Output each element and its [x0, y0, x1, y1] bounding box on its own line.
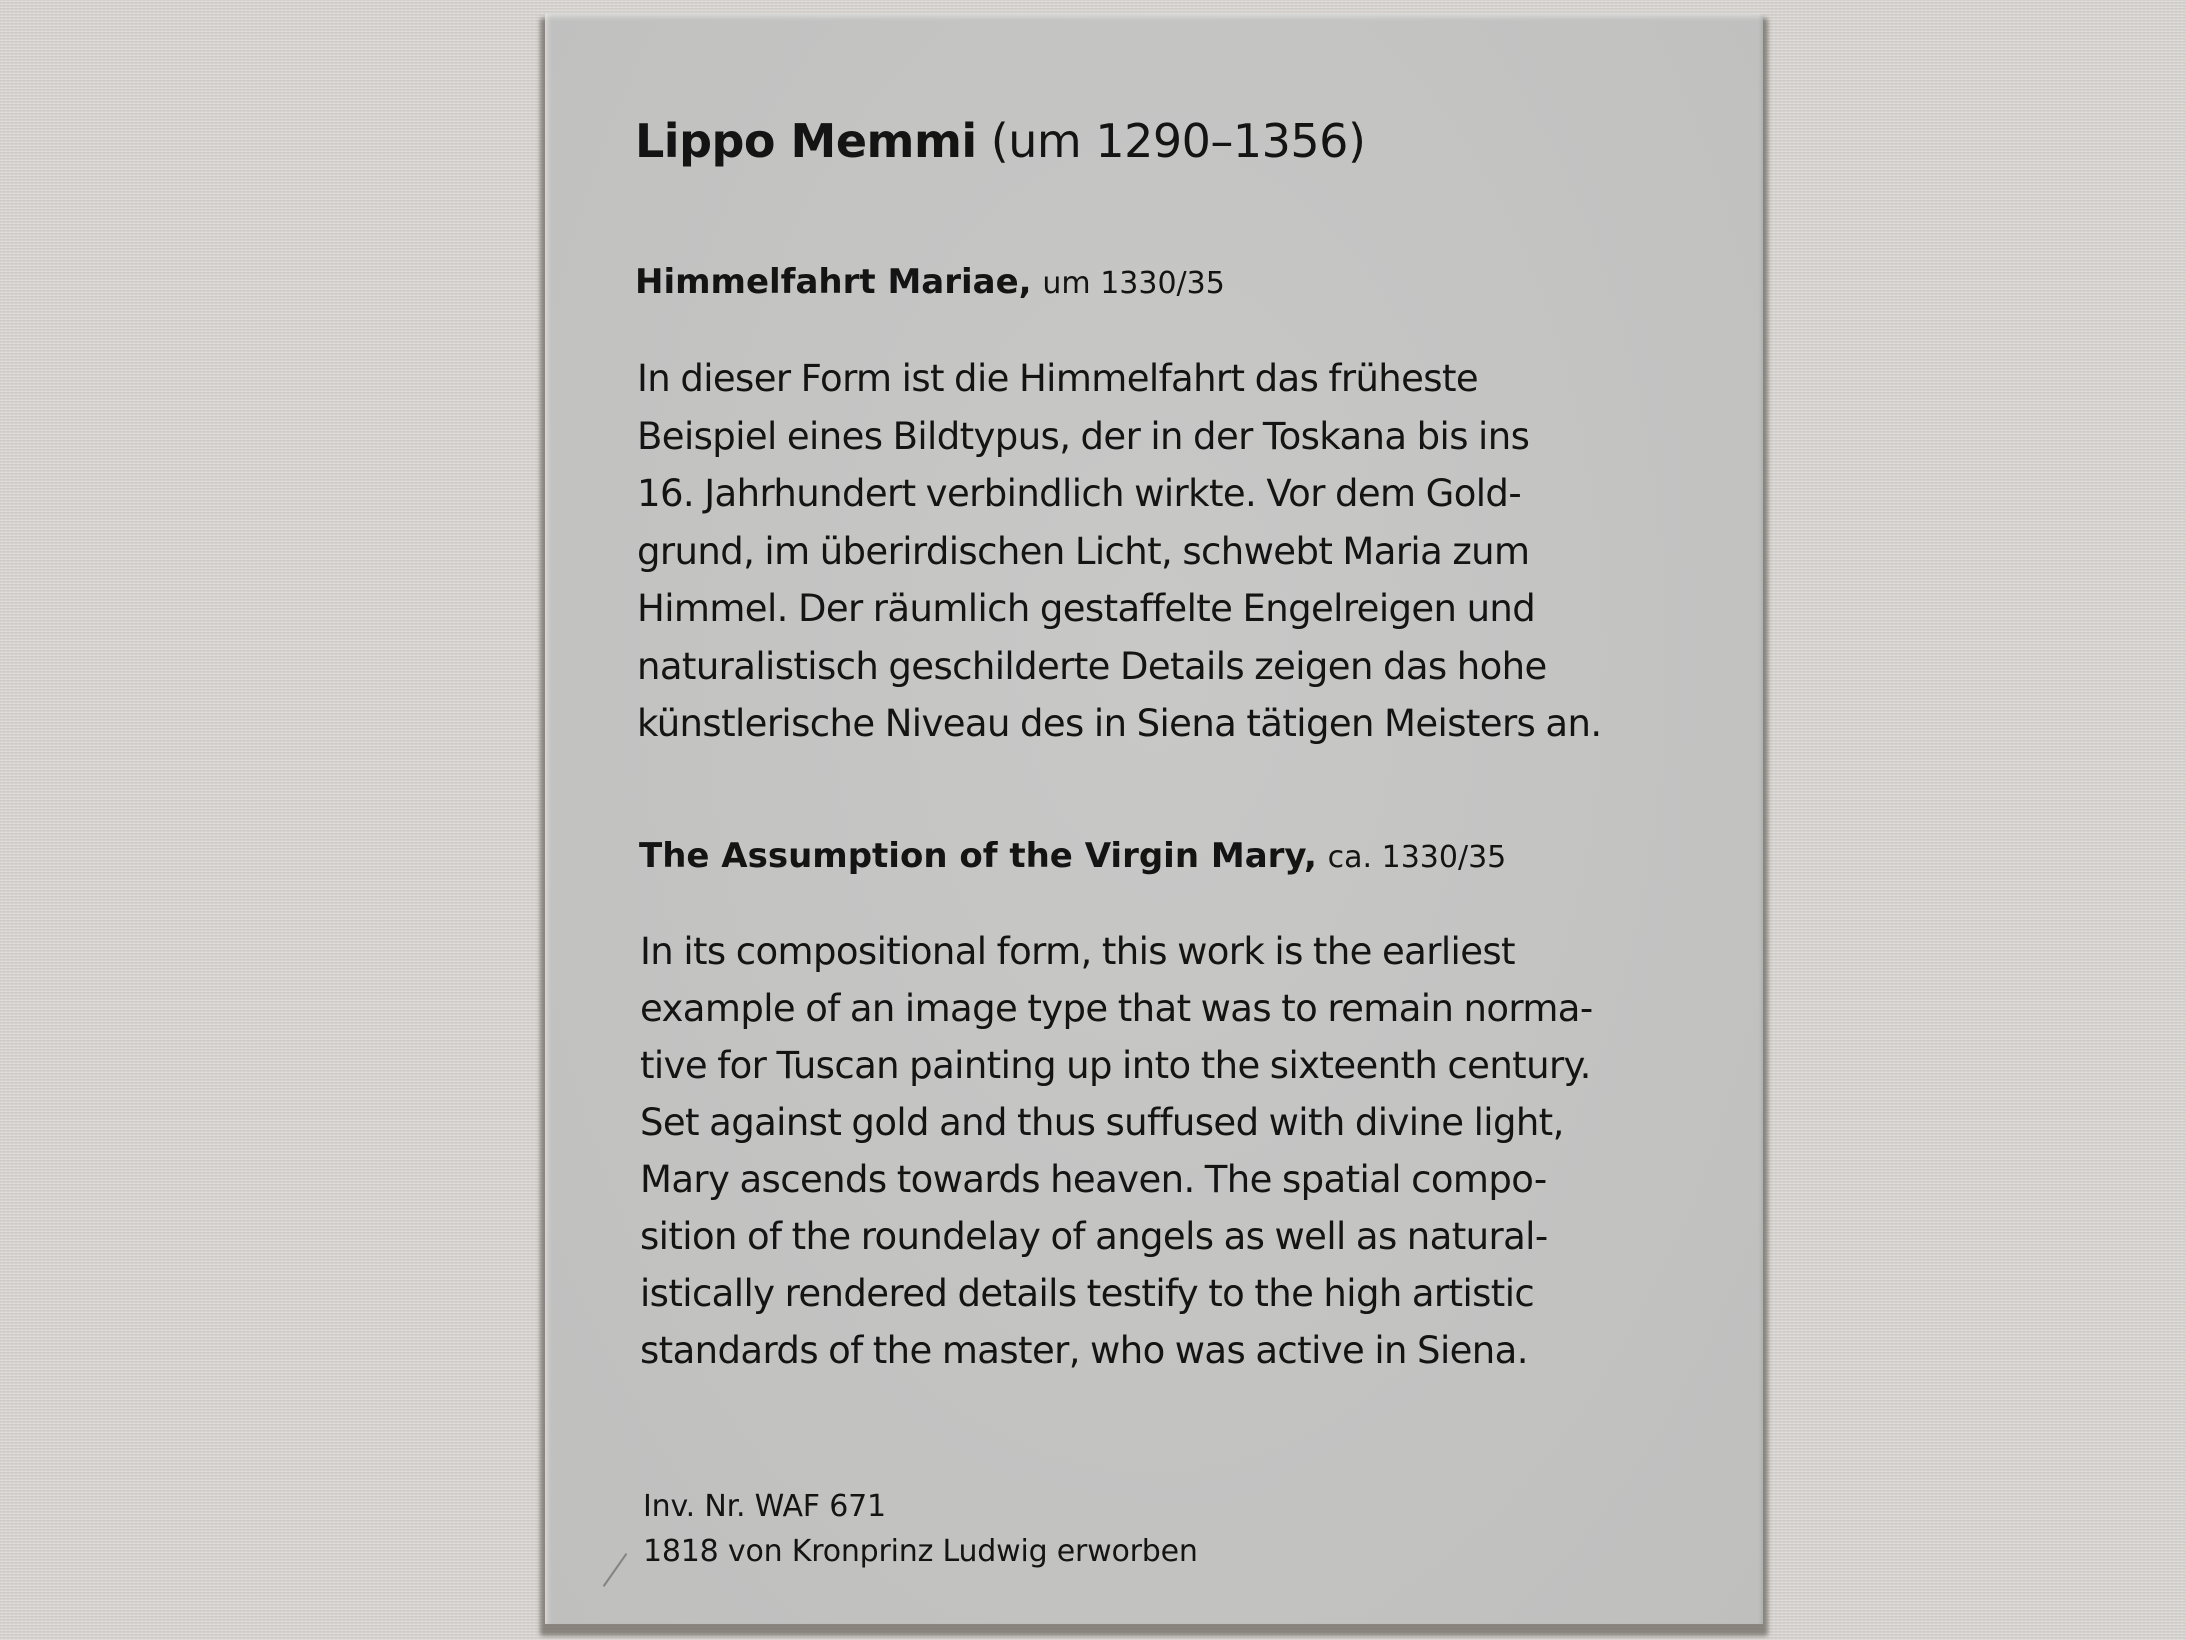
english-line: sition of the roundelay of angels as well as natural- [640, 1215, 1548, 1258]
german-title-text: Himmelfahrt Mariae, [635, 262, 1032, 302]
german-line: naturalistisch geschilderte Details zeigen das hohe [637, 644, 1547, 688]
english-line: istically rendered details testify to the high artistic [640, 1272, 1535, 1315]
museum-label-card [545, 14, 1763, 1624]
artist-heading [635, 114, 1365, 168]
german-line: Beispiel eines Bildtypus, der in der Toskana bis ins [637, 414, 1530, 458]
english-title-date: ca. 1330/35 [1327, 840, 1507, 875]
german-line: grund, im überirdischen Licht, schwebt Maria zum [637, 529, 1530, 573]
german-line: Himmel. Der räumlich gestaffelte Engelreigen und [637, 587, 1536, 630]
english-description [640, 923, 1593, 1379]
artist-dates: (um 1290–1356) [990, 114, 1366, 168]
provenance-note: 1818 von Kronprinz Ludwig erworben [643, 1534, 1198, 1569]
english-line: Mary ascends towards heaven. The spatial compo- [640, 1158, 1547, 1201]
artist-name: Lippo Memmi [635, 114, 977, 168]
english-line: Set against gold and thus suffused with divine light, [640, 1101, 1564, 1144]
inventory-number: Inv. Nr. WAF 671 [643, 1489, 886, 1524]
german-line: In dieser Form ist die Himmelfahrt das früheste [637, 357, 1479, 400]
surface-scratch [603, 1553, 628, 1587]
german-line: 16. Jahrhundert verbindlich wirkte. Vor dem Gold- [637, 472, 1522, 515]
german-title-date: um 1330/35 [1042, 266, 1225, 301]
english-line: tive for Tuscan painting up into the sixteenth century. [640, 1044, 1591, 1087]
english-title-text: The Assumption of the Virgin Mary, [639, 836, 1317, 876]
english-work-title [639, 836, 1506, 876]
english-line: In its compositional form, this work is the earliest [640, 930, 1515, 973]
german-description [637, 350, 1601, 753]
english-line: standards of the master, who was active in Siena. [640, 1329, 1528, 1372]
german-work-title [635, 262, 1225, 302]
german-line: künstlerische Niveau des in Siena tätigen Meisters an. [637, 702, 1602, 745]
label-footer [643, 1484, 1198, 1574]
english-line: example of an image type that was to remain norma- [640, 987, 1593, 1030]
